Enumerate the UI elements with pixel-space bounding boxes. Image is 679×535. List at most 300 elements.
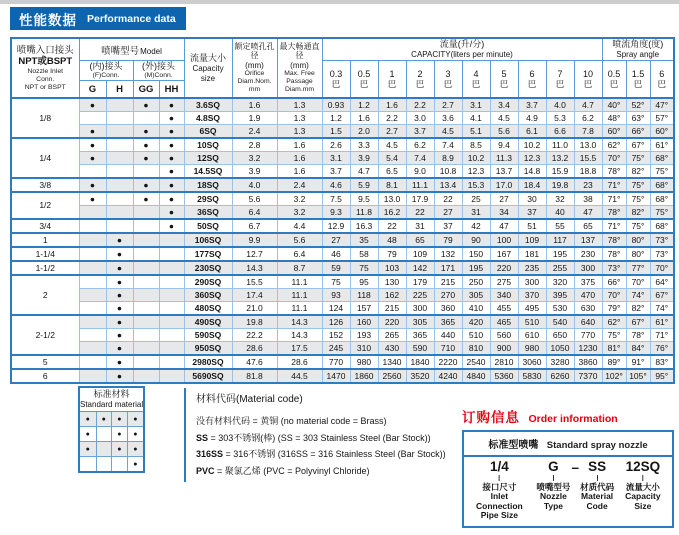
capacity-value-cell: 132	[434, 247, 462, 261]
capacity-value-cell: 7.5	[322, 192, 350, 206]
max-free-passage-cell: 2.4	[277, 178, 322, 192]
capacity-value-cell: 48	[378, 233, 406, 247]
capacity-value-cell: 4.9	[518, 112, 546, 125]
page-top-strip	[0, 0, 679, 4]
material-availability-dot: ●	[127, 442, 144, 457]
capacity-value-cell: 3.3	[350, 138, 378, 152]
capacity-value-cell: 440	[434, 329, 462, 342]
spray-angle-cell: 70°	[602, 152, 626, 165]
capacity-value-cell: 3860	[574, 355, 602, 369]
pressure-unit: 巴	[657, 79, 666, 89]
model-availability-dot	[106, 112, 133, 125]
capacity-value-cell: 6.2	[406, 138, 434, 152]
capacity-value-cell: 42	[462, 219, 490, 233]
capacity-value-cell: 275	[490, 275, 518, 289]
model-availability-dot: ●	[133, 152, 159, 165]
order-tick-line	[597, 475, 598, 481]
capacity-value-cell: 13.0	[378, 192, 406, 206]
capacity-value-cell: 37	[518, 206, 546, 220]
model-availability-dot: ●	[159, 192, 184, 206]
orifice-diameter-cell: 81.8	[232, 369, 277, 383]
model-availability-dot	[79, 233, 106, 247]
f-conn-en: (F)Conn.	[92, 72, 120, 79]
capacity-value-cell: 22	[434, 192, 462, 206]
capacity-value-cell: 220	[490, 261, 518, 275]
spray-angle-en: Spray angle	[616, 50, 660, 59]
col-header-male-conn	[133, 61, 184, 81]
capacity-value-cell: 179	[406, 275, 434, 289]
pressure-unit: 巴	[443, 79, 453, 89]
table-row	[11, 206, 674, 220]
capacity-value-cell: 130	[378, 275, 406, 289]
capacity-value-cell: 37	[434, 219, 462, 233]
spray-angle-cell: 68°	[650, 192, 674, 206]
spray-angle-cell: 102°	[602, 369, 626, 383]
max-free-passage-cell: 8.7	[277, 261, 322, 275]
capacity-value-cell: 265	[378, 329, 406, 342]
material-availability-dot	[96, 442, 112, 457]
inlet-header-en2: Conn.	[36, 75, 55, 83]
material-code-text: = 316不锈钢 (316SS = 316 Stainless Steel (Bar Stock))	[223, 449, 446, 459]
spray-angle-cell: 89°	[602, 355, 626, 369]
capacity-size-cell: 106SQ	[184, 233, 232, 247]
order-label-en: Material	[581, 491, 614, 501]
capacity-value-cell: 25	[462, 192, 490, 206]
model-availability-dot	[133, 329, 159, 342]
pressure-value: 0.5	[357, 69, 371, 79]
material-code-line	[196, 446, 476, 463]
capacity-value-cell: 650	[546, 329, 574, 342]
material-code-text: 没有材料代码 = 黄铜 (no material code = Brass)	[196, 416, 387, 426]
spray-angle-cell: 78°	[602, 165, 626, 179]
page-title	[10, 7, 186, 30]
capacity-value-cell: 12.9	[322, 219, 350, 233]
model-availability-dot: ●	[159, 165, 184, 179]
capacity-value-cell: 305	[462, 289, 490, 302]
capacity-value-cell: 11.3	[490, 152, 518, 165]
model-availability-dot: ●	[106, 233, 133, 247]
capacity-value-cell: 4.7	[350, 165, 378, 179]
spray-angle-cell: 77°	[626, 261, 650, 275]
max-free-passage-cell: 1.3	[277, 125, 322, 139]
table-row	[11, 152, 674, 165]
capacity-value-cell: 375	[574, 275, 602, 289]
model-availability-dot	[79, 289, 106, 302]
spray-angle-cell: 74°	[626, 289, 650, 302]
spray-angle-cell: 61°	[650, 138, 674, 152]
spray-angle-cell: 83°	[650, 355, 674, 369]
model-availability-dot	[79, 165, 106, 179]
capacity-value-cell: 118	[350, 289, 378, 302]
spray-angle-cell: 68°	[650, 152, 674, 165]
orifice-diameter-cell: 6.4	[232, 206, 277, 220]
capacity-value-cell: 14.8	[518, 165, 546, 179]
capacity-value-cell: 3.7	[518, 98, 546, 112]
capacity-size-cell: 290SQ	[184, 275, 232, 289]
material-availability-dot: ●	[79, 442, 96, 457]
maxfree-en3: Diam.mm	[284, 86, 315, 94]
capacity-value-cell: 10.2	[518, 138, 546, 152]
material-availability-dot: ●	[127, 427, 144, 442]
capacity-value-cell: 162	[378, 289, 406, 302]
capacity-value-cell: 27	[490, 192, 518, 206]
max-free-passage-cell: 6.4	[277, 247, 322, 261]
material-code-text: = 聚氯乙烯 (PVC = Polyvinyl Chloride)	[214, 465, 370, 476]
spray-angle-cell: 61°	[650, 315, 674, 329]
capacity-value-cell: 4.5	[490, 112, 518, 125]
inlet-size-cell: 3/4	[11, 219, 79, 233]
inlet-size-cell: 5	[11, 355, 79, 369]
capacity-value-cell: 365	[434, 315, 462, 329]
order-part	[536, 460, 570, 511]
orifice-diameter-cell: 12.7	[232, 247, 277, 261]
order-tick-line	[499, 475, 500, 481]
model-availability-dot	[106, 192, 133, 206]
capacity-value-cell: 610	[518, 329, 546, 342]
order-tick-line	[642, 475, 643, 481]
capacity-value-cell: 16.3	[350, 219, 378, 233]
capacity-size-cell: 480SQ	[184, 302, 232, 316]
capacity-value-cell: 640	[574, 315, 602, 329]
capacity-value-cell: 47	[490, 219, 518, 233]
capacity-value-cell: 65	[574, 219, 602, 233]
inlet-size-cell: 1-1/4	[11, 247, 79, 261]
order-code-parts	[464, 460, 672, 530]
capacity-value-cell: 1.5	[322, 125, 350, 139]
pressure-value: 3	[445, 69, 451, 79]
standard-material-zh: 标准材料	[93, 389, 130, 399]
spray-angle-cell: 67°	[626, 315, 650, 329]
capacity-value-cell: 13.4	[434, 178, 462, 192]
orifice-diameter-cell: 5.6	[232, 192, 277, 206]
table-row	[11, 178, 674, 192]
maxfree-en2: Passage	[286, 78, 313, 86]
max-free-passage-cell: 4.4	[277, 219, 322, 233]
capacity-value-cell: 2.6	[322, 138, 350, 152]
capacity-value-cell: 117	[546, 233, 574, 247]
table-row	[11, 329, 674, 342]
capacity-value-cell: 510	[462, 329, 490, 342]
inlet-size-cell: 2	[11, 275, 79, 315]
table-row	[11, 369, 674, 383]
capacity-value-cell: 5.9	[350, 178, 378, 192]
model-column-header: G	[79, 81, 106, 99]
m-conn-en: (M)Conn.	[144, 72, 173, 79]
capacity-value-cell: 9.5	[350, 192, 378, 206]
model-availability-dot	[133, 233, 159, 247]
capacity-value-cell: 27	[322, 233, 350, 247]
model-header-en: Model	[140, 46, 162, 56]
model-availability-dot	[133, 275, 159, 289]
model-availability-dot	[159, 302, 184, 316]
capacity-value-cell: 1050	[546, 342, 574, 356]
capacity-value-cell: 7.4	[406, 152, 434, 165]
capacity-value-cell: 10.2	[462, 152, 490, 165]
standard-material-en: Standard material	[80, 400, 144, 409]
model-availability-dot: ●	[159, 178, 184, 192]
material-availability-dot: ●	[112, 427, 128, 442]
capacity-value-cell: 152	[322, 329, 350, 342]
model-column-header: GG	[133, 81, 159, 99]
model-availability-dot	[159, 261, 184, 275]
pressure-value: 0.3	[329, 69, 343, 79]
spray-angle-cell: 70°	[650, 261, 674, 275]
material-row	[79, 427, 144, 442]
model-availability-dot	[159, 289, 184, 302]
capacity-value-cell: 3.0	[406, 112, 434, 125]
orifice-diameter-cell: 9.9	[232, 233, 277, 247]
capacity-value-cell: 8.1	[378, 178, 406, 192]
model-availability-dot	[79, 219, 106, 233]
model-availability-dot	[159, 355, 184, 369]
col-header-spray-angle	[602, 38, 674, 61]
pressure-column-header	[546, 61, 574, 99]
capacity-value-cell: 495	[518, 302, 546, 316]
capacity-value-cell: 22	[406, 206, 434, 220]
model-availability-dot	[79, 261, 106, 275]
model-availability-dot	[133, 247, 159, 261]
pressure-column-header	[490, 61, 518, 99]
spray-angle-cell: 78°	[626, 329, 650, 342]
capacity-value-cell: 2.2	[406, 98, 434, 112]
capacity-size-cell: 36SQ	[184, 206, 232, 220]
spray-angle-cell: 79°	[602, 302, 626, 316]
capacity-value-cell: 245	[322, 342, 350, 356]
capacity-value-cell: 2.0	[350, 125, 378, 139]
m-conn-zh: (外)接头	[142, 61, 175, 71]
capacity-value-cell: 171	[434, 261, 462, 275]
spray-angle-cell: 71°	[650, 329, 674, 342]
material-code-line	[196, 413, 476, 430]
maxfree-en1: Max. Free	[284, 70, 315, 78]
capacity-value-cell: 300	[406, 302, 434, 316]
spray-angle-cell: 60°	[602, 125, 626, 139]
capacity-zh: 流量(升/分)	[439, 39, 485, 49]
order-label-zh: 喷嘴型号	[536, 482, 571, 492]
order-tick-line	[553, 475, 554, 481]
max-free-passage-cell: 1.6	[277, 152, 322, 165]
order-title-en: Order information	[528, 413, 618, 425]
orifice-en1: Orifice	[244, 70, 265, 78]
model-availability-dot: ●	[106, 369, 133, 383]
capacity-value-cell: 18.8	[574, 165, 602, 179]
model-availability-dot	[133, 315, 159, 329]
spray-angle-cell: 71°	[602, 192, 626, 206]
max-free-passage-cell: 1.3	[277, 98, 322, 112]
model-availability-dot: ●	[106, 355, 133, 369]
inlet-header-zh1: 喷嘴入口接头	[16, 44, 74, 56]
orifice-diameter-cell: 17.4	[232, 289, 277, 302]
spray-angle-cell: 48°	[602, 112, 626, 125]
material-availability-dot: ●	[79, 427, 96, 442]
col-header-inlet	[11, 38, 79, 98]
capacity-value-cell: 15.3	[462, 178, 490, 192]
capacity-value-cell: 30	[518, 192, 546, 206]
model-availability-dot: ●	[159, 138, 184, 152]
capacity-en: CAPACITY(liters per minute)	[411, 50, 513, 59]
model-availability-dot: ●	[79, 138, 106, 152]
spray-angle-cell: 74°	[650, 302, 674, 316]
material-availability-dot: ●	[112, 442, 128, 457]
inlet-header-en3: NPT or BSPT	[24, 83, 66, 91]
capacity-value-cell: 6.2	[574, 112, 602, 125]
orifice-diameter-cell: 21.0	[232, 302, 277, 316]
pressure-value: 7	[557, 69, 563, 79]
model-availability-dot: ●	[159, 125, 184, 139]
capacity-value-cell: 10.8	[434, 165, 462, 179]
spray-angle-cell: 71°	[602, 219, 626, 233]
capacity-value-cell: 3.6	[434, 112, 462, 125]
order-label-en: Connection	[475, 500, 523, 511]
order-label-zh: 接口尺寸	[482, 482, 517, 492]
table-row	[11, 355, 674, 369]
order-code: SS	[588, 459, 607, 474]
spray-angle-cell: 40°	[602, 98, 626, 112]
capacity-value-cell: 430	[378, 342, 406, 356]
capacity-value-cell: 95	[350, 275, 378, 289]
capacity-value-cell: 5.1	[462, 125, 490, 139]
capacity-value-cell: 15.9	[546, 165, 574, 179]
pressure-unit: 巴	[415, 79, 425, 89]
model-column-header: H	[106, 81, 133, 99]
inlet-size-cell: 3/8	[11, 178, 79, 192]
material-code-label: PVC	[196, 465, 215, 476]
table-row	[11, 261, 674, 275]
orifice-diameter-cell: 1.6	[232, 98, 277, 112]
orifice-diameter-cell: 22.2	[232, 329, 277, 342]
pressure-unit: 巴	[471, 79, 481, 89]
capacity-size-cell: 3.6SQ	[184, 98, 232, 112]
model-availability-dot	[106, 165, 133, 179]
material-availability-dot: ●	[112, 412, 128, 427]
pressure-column-header	[434, 61, 462, 99]
order-part	[580, 460, 614, 511]
spray-angle-cell: 75°	[626, 178, 650, 192]
capacity-value-cell: 0.93	[322, 98, 350, 112]
spray-angle-cell: 73°	[650, 233, 674, 247]
model-availability-dot: ●	[159, 98, 184, 112]
capacity-value-cell: 7.4	[434, 138, 462, 152]
capacity-size-cell: 29SQ	[184, 192, 232, 206]
model-availability-dot	[79, 315, 106, 329]
model-availability-dot: ●	[106, 289, 133, 302]
max-free-passage-cell: 1.6	[277, 138, 322, 152]
inlet-size-cell: 1/2	[11, 192, 79, 219]
table-row	[11, 125, 674, 139]
model-availability-dot	[133, 355, 159, 369]
capacity-value-cell: 6260	[546, 369, 574, 383]
capacity-value-cell: 16.2	[378, 206, 406, 220]
max-free-passage-cell: 3.2	[277, 206, 322, 220]
inlet-size-cell: 2-1/2	[11, 315, 79, 355]
model-availability-dot	[106, 125, 133, 139]
capacity-size-cell: 5690SQ	[184, 369, 232, 383]
table-row	[11, 165, 674, 179]
capacity-value-cell: 6.1	[518, 125, 546, 139]
material-availability-dot	[112, 457, 128, 473]
capacity-value-cell: 142	[406, 261, 434, 275]
spray-angle-cell: 62°	[602, 138, 626, 152]
capacity-value-cell: 340	[490, 289, 518, 302]
spray-angle-cell: 75°	[602, 329, 626, 342]
capacity-value-cell: 31	[462, 206, 490, 220]
order-title-zh: 订购信息	[462, 410, 520, 425]
spray-angle-cell: 75°	[626, 152, 650, 165]
model-availability-dot	[106, 152, 133, 165]
order-label-en: Pipe Size	[480, 510, 519, 520]
pressure-value: 0.5	[607, 69, 621, 79]
capacity-value-cell: 6.6	[546, 125, 574, 139]
order-label-en: Inlet	[490, 491, 509, 501]
capacity-value-cell: 58	[350, 247, 378, 261]
capacity-value-cell: 195	[462, 261, 490, 275]
capacity-value-cell: 31	[406, 219, 434, 233]
model-availability-dot	[79, 302, 106, 316]
material-availability-dot: ●	[96, 412, 112, 427]
capacity-value-cell: 1.2	[350, 98, 378, 112]
max-free-passage-cell: 17.5	[277, 342, 322, 356]
spray-angle-cell: 82°	[626, 302, 650, 316]
capacity-value-cell: 55	[546, 219, 574, 233]
capacity-size-cell: 12SQ	[184, 152, 232, 165]
capacity-value-cell: 124	[322, 302, 350, 316]
material-row	[79, 442, 144, 457]
model-availability-dot	[133, 206, 159, 220]
capacity-size-cell: 18SQ	[184, 178, 232, 192]
model-availability-dot: ●	[106, 302, 133, 316]
maxfree-zh: 最大畅通直径	[279, 41, 320, 61]
spray-angle-cell: 57°	[650, 112, 674, 125]
capacity-value-cell: 9.0	[406, 165, 434, 179]
capacity-value-cell: 35	[350, 233, 378, 247]
capacity-value-cell: 305	[406, 315, 434, 329]
spray-angle-cell: 84°	[626, 342, 650, 356]
col-header-orifice	[232, 38, 277, 98]
spray-angle-cell: 66°	[602, 275, 626, 289]
model-availability-dot: ●	[79, 192, 106, 206]
pressure-column-header	[322, 61, 350, 99]
pressure-unit: 巴	[555, 79, 565, 89]
performance-table	[10, 37, 675, 384]
spray-angle-cell: 73°	[650, 247, 674, 261]
capacity-value-cell: 8.5	[462, 138, 490, 152]
model-availability-dot	[159, 247, 184, 261]
col-header-max-free-passage	[277, 38, 322, 98]
model-column-header: HH	[159, 81, 184, 99]
model-availability-dot	[159, 329, 184, 342]
capacity-value-cell: 220	[378, 315, 406, 329]
capacity-value-cell: 195	[546, 247, 574, 261]
capacity-value-cell: 3.1	[322, 152, 350, 165]
capacity-value-cell: 360	[434, 302, 462, 316]
spray-angle-zh: 喷流角度(度)	[612, 39, 664, 49]
order-label-en: Capacity	[625, 491, 661, 501]
spray-angle-cell: 73°	[602, 261, 626, 275]
capacity-value-cell: 9.4	[490, 138, 518, 152]
capacity-value-cell: 710	[434, 342, 462, 356]
model-availability-dot	[133, 165, 159, 179]
max-free-passage-cell: 28.6	[277, 355, 322, 369]
capacity-value-cell: 1340	[378, 355, 406, 369]
material-code-line	[196, 430, 476, 447]
capacity-value-cell: 15.5	[574, 152, 602, 165]
capacity-size-cell: 10SQ	[184, 138, 232, 152]
pressure-value: 1.5	[631, 69, 645, 79]
model-availability-dot	[79, 112, 106, 125]
capacity-value-cell: 13.0	[574, 138, 602, 152]
capacity-value-cell: 11.1	[406, 178, 434, 192]
capacity-value-cell: 160	[350, 315, 378, 329]
